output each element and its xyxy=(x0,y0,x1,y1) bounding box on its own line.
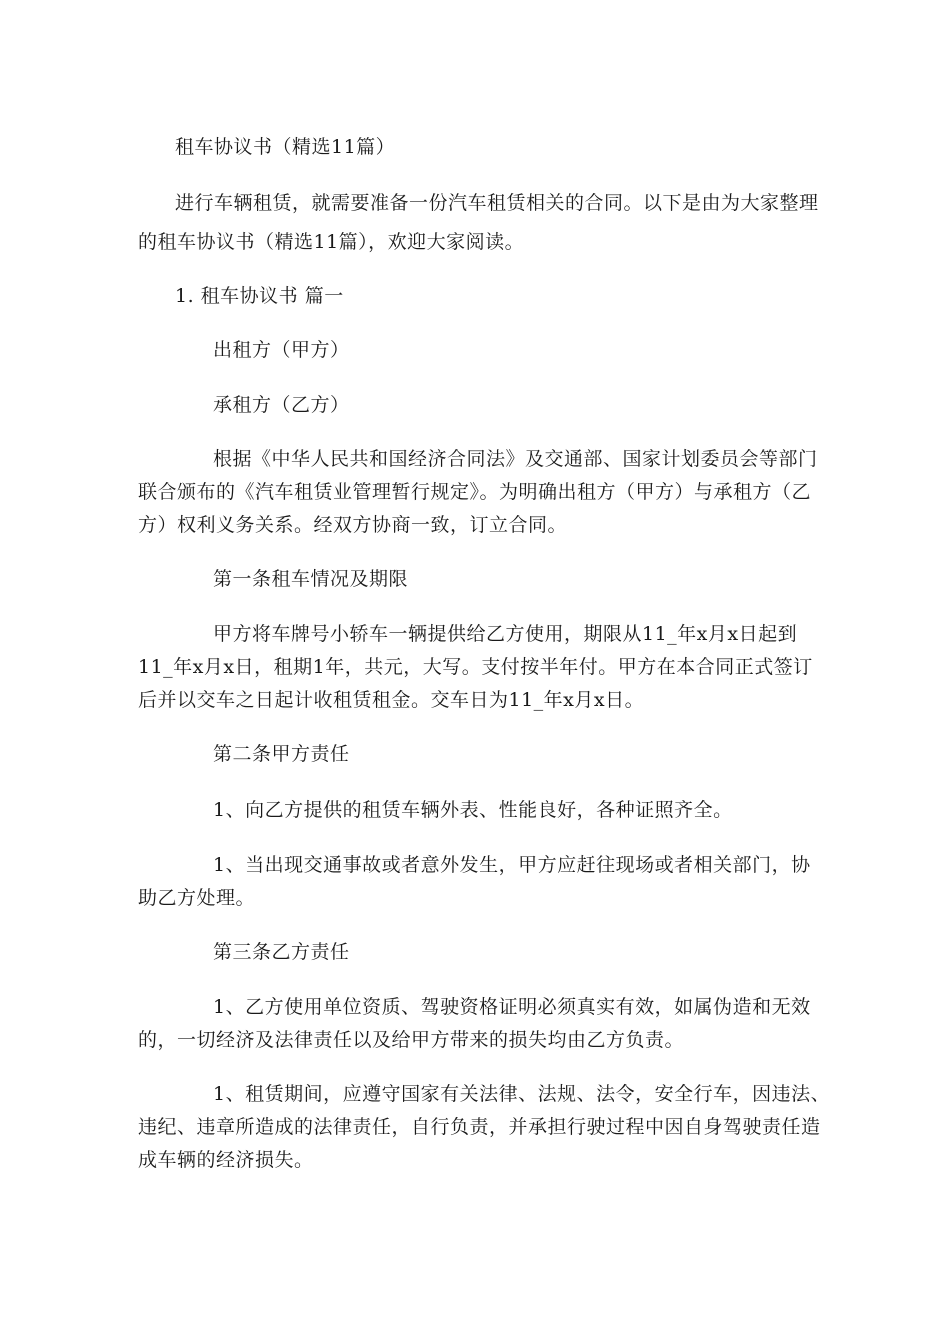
article-2-item-2-line-2: 助乙方处理。 xyxy=(138,887,256,909)
intro-line-2: 的租车协议书（精选11篇），欢迎大家阅读。 xyxy=(138,231,525,253)
article-3-title: 第三条乙方责任 xyxy=(213,941,350,963)
article-1-line-2: 11_年x月x日，租期1年，共元，大写。支付按半年付。甲方在本合同正式签订 xyxy=(138,656,813,678)
document-title: 租车协议书（精选11篇） xyxy=(175,136,396,158)
article-2-title: 第二条甲方责任 xyxy=(213,743,350,765)
intro-line-1: 进行车辆租赁，就需要准备一份汽车租赁相关的合同。以下是由为大家整理 xyxy=(175,192,819,214)
article-3-item-2-line-2: 违纪、违章所造成的法律责任，自行负责，并承担行驶过程中因自身驾驶责任造 xyxy=(138,1116,821,1138)
preamble-line-2: 联合颁布的《汽车租赁业管理暂行规定》。为明确出租方（甲方）与承租方（乙 xyxy=(138,481,812,503)
article-3-item-1-line-1: 1、乙方使用单位资质、驾驶资格证明必须真实有效，如属伪造和无效 xyxy=(213,996,811,1018)
party-a-label: 出租方（甲方） xyxy=(213,339,350,361)
article-3-item-2-line-3: 成车辆的经济损失。 xyxy=(138,1149,314,1171)
article-3-item-1-line-2: 的，一切经济及法律责任以及给甲方带来的损失均由乙方负责。 xyxy=(138,1029,685,1051)
article-2-item-2-line-1: 1、当出现交通事故或者意外发生，甲方应赶往现场或者相关部门，协 xyxy=(213,854,811,876)
party-b-label: 承租方（乙方） xyxy=(213,394,350,416)
article-1-title: 第一条租车情况及期限 xyxy=(213,568,409,590)
article-1-line-3: 后并以交车之日起计收租赁租金。交车日为11_年x月x日。 xyxy=(138,689,645,711)
preamble-line-1: 根据《中华人民共和国经济合同法》及交通部、国家计划委员会等部门 xyxy=(213,448,818,470)
preamble-line-3: 方）权利义务关系。经双方协商一致，订立合同。 xyxy=(138,514,568,536)
article-1-line-1: 甲方将车牌号小轿车一辆提供给乙方使用，期限从11_年x月x日起到 xyxy=(213,623,798,645)
article-2-item-1: 1、向乙方提供的租赁车辆外表、性能良好，各种证照齐全。 xyxy=(213,799,733,821)
article-3-item-2-line-1: 1、租赁期间，应遵守国家有关法律、法规、法令，安全行车，因违法、 xyxy=(213,1083,831,1105)
section-heading: 1. 租车协议书 篇一 xyxy=(175,285,344,307)
